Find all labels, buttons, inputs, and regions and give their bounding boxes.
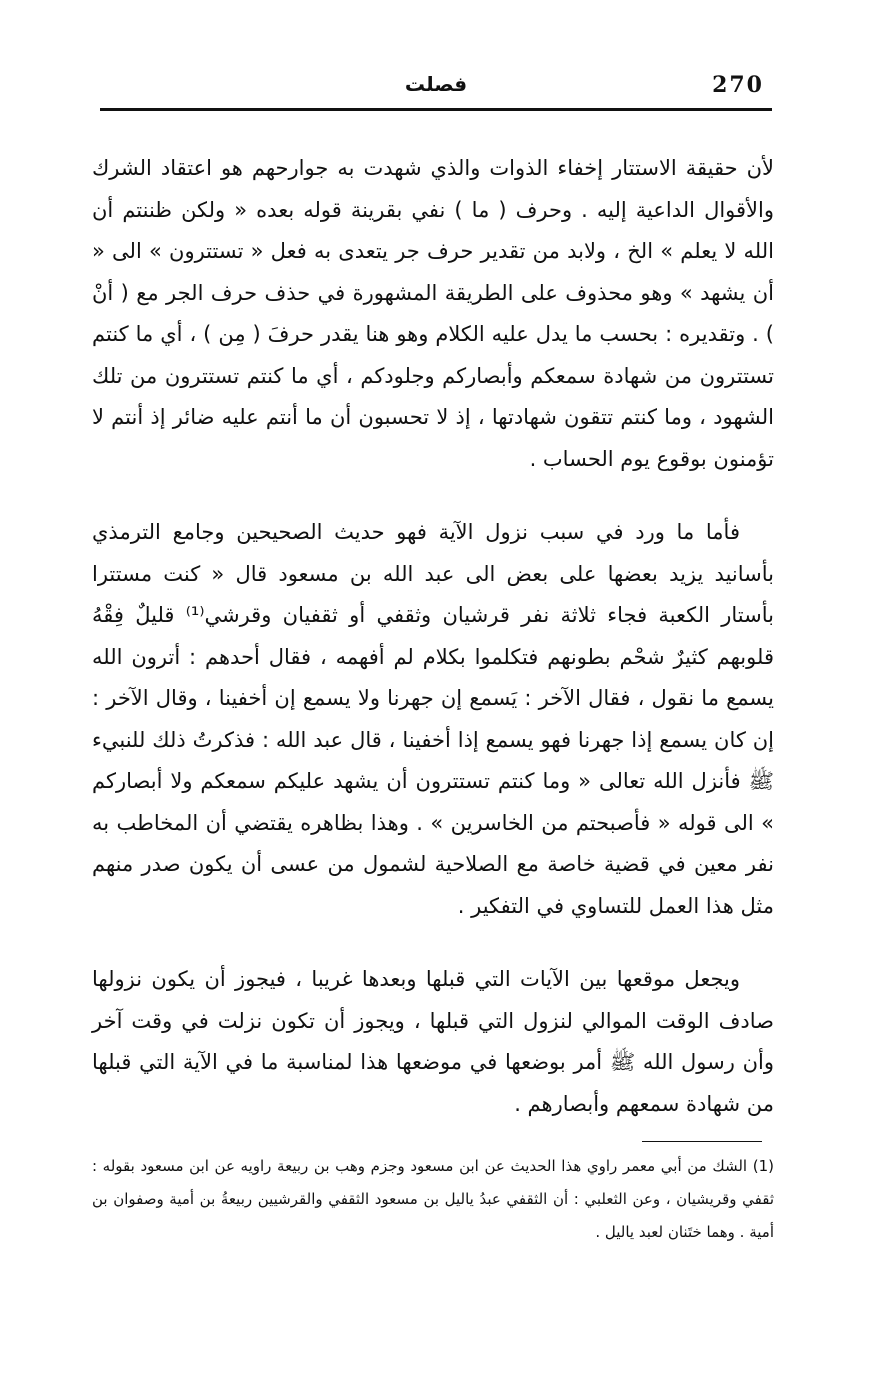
main-text — [92, 148, 774, 1125]
footnote-separator — [642, 1141, 762, 1142]
page-number: 270 — [712, 72, 764, 98]
page-header — [100, 66, 772, 106]
footnotes — [92, 1150, 774, 1249]
running-title: فصلت — [404, 72, 468, 96]
paragraph-1: لأن حقيقة الاستتار إخفاء الذوات والذي شهدت به جوارحهم هو اعتقاد الشرك والأقوال الداعية إليه . وحرف ( ما ) نفي بقرينة قوله بعده « ولكن ظننتم أن الله لا يعلم » الخ ، ولابد من تقدير حرف جر يتعدى به فعل « تستترون » الى « أن يشهد » وهو محذوف على الطريقة المشهورة في حذف حرف الجر مع ( أنْ ) . وتقديره : بحسب ما يدل عليه الكلام وهو هنا يقدر حرفَ ( مِن ) ، أي ما كنتم تستترون من شهادة سمعكم وأبصاركم وجلودكم ، أي ما كنتم تستترون من تلك الشهود ، وما كنتم تتقون شهادتها ، إذ لا تحسبون أن ما أنتم عليه ضائر إذ أنتم لا تؤمنون بوقوع يوم الحساب . — [92, 156, 774, 471]
footnote-1: (1) الشك من أبي معمر راوي هذا الحديث عن ابن مسعود وجزم وهب بن ربيعة راويه عن ابن مسعود بقوله : ثقفي وقريشيان ، وعن الثعلبي : أن الثقفي عبدُ ياليل بن مسعود الثقفي والقرشيين ربيعةُ بن أمية وصفوان بن أمية . وهما ختَنان لعبد ياليل . — [92, 1157, 774, 1241]
paragraph-3: ويجعل موقعها بين الآيات التي قبلها وبعدها غريبا ، فيجوز أن يكون نزولها صادف الوقت الموالي لنزول التي قبلها ، ويجوز أن تكون نزلت في وقت آخر وأن رسول الله ﷺ أمر بوضعها في موضعها هذا لمناسبة ما في الآية التي قبلها من شهادة سمعهم وأبصارهم . — [92, 967, 774, 1116]
header-rule — [100, 108, 772, 111]
paragraph-2: فأما ما ورد في سبب نزول الآية فهو حديث الصحيحين وجامع الترمذي بأسانيد يزيد بعضها على بعض الى عبد الله بن مسعود قال « كنت مستترا بأستار الكعبة فجاء ثلاثة نفر قرشيان وثقفي أو ثقفيان وقرشي⁽¹⁾ قليلٌ فِقْهُ قلوبهم كثيرٌ شحْم بطونهم فتكلموا بكلام لم أفهمه ، فقال أحدهم : أترون الله يسمع ما نقول ، فقال الآخر : يَسمع إن جهرنا ولا يسمع إن أخفينا ، وقال الآخر : إن كان يسمع إذا جهرنا فهو يسمع إذا أخفينا ، قال عبد الله : فذكرتُ ذلك للنبيء ﷺ فأنزل الله تعالى « وما كنتم تستترون أن يشهد عليكم سمعكم ولا أبصاركم » الى قوله « فأصبحتم من الخاسرين » . وهذا بظاهره يقتضي أن المخاطب به نفر معين في قضية خاصة مع الصلاحية لشمول من عسى أن يكون صدر منهم مثل هذا العمل للتساوي في التفكير . — [92, 520, 774, 918]
